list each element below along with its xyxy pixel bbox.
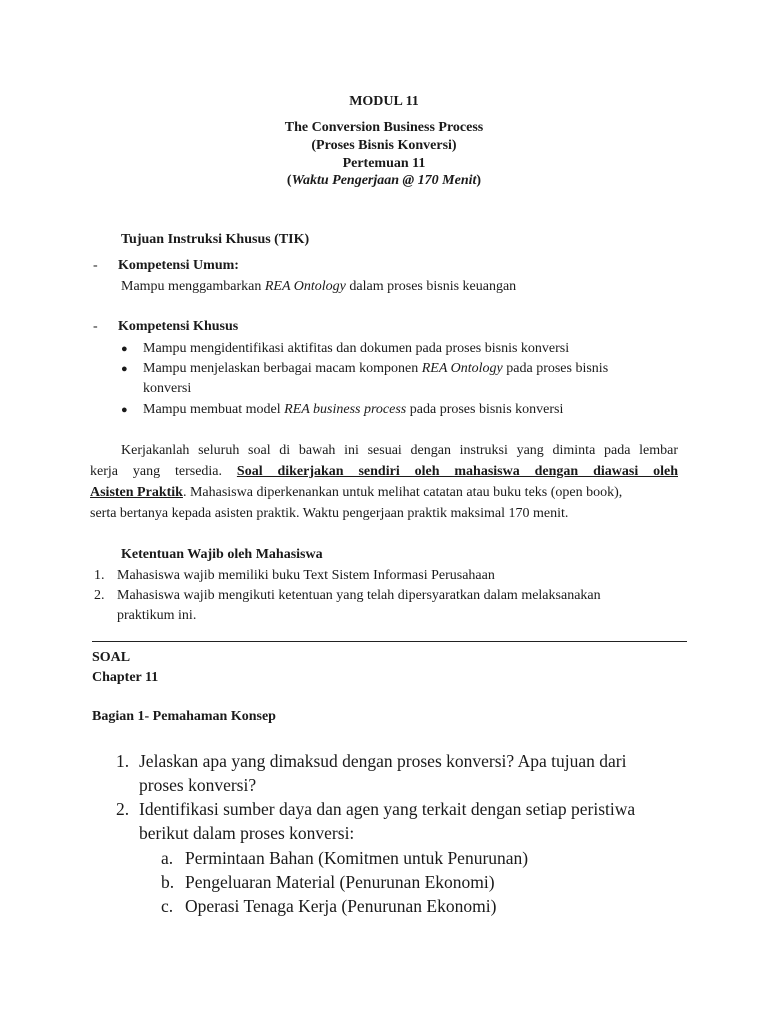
sub-question-letter: b. — [161, 872, 175, 892]
bullet-icon: ● — [121, 363, 128, 375]
rule-number: 1. — [94, 568, 105, 583]
specific-competency-item: Mampu menjelaskan berbagai macam komponen REA Ontology pada proses bisnis — [143, 361, 609, 376]
bullet-icon: ● — [121, 343, 128, 355]
question-text: Identifikasi sumber daya dan agen yang terkait dengan setiap peristiwa — [139, 799, 636, 819]
document-title: The Conversion Business Process — [284, 120, 484, 135]
meeting-number: Pertemuan 11 — [342, 156, 426, 171]
question-text-continued: berikut dalam proses konversi: — [139, 823, 355, 843]
bullet-icon: ● — [121, 404, 128, 416]
question-number: 1. — [116, 751, 130, 771]
specific-competency-item: Mampu mengidentifikasi aktifitas dan dokumen pada proses bisnis konversi — [143, 341, 570, 356]
general-competency-text: Mampu menggambarkan REA Ontology dalam proses bisnis keuangan — [121, 279, 517, 294]
instruction-line: kerja yang tersedia. Soal dikerjakan sendiri oleh mahasiswa dengan diawasi oleh — [90, 464, 678, 479]
document-subtitle: (Proses Bisnis Konversi) — [311, 138, 457, 153]
sub-question-letter: c. — [161, 896, 174, 916]
instruction-line: serta bertanya kepada asisten praktik. Waktu pengerjaan praktik maksimal 170 menit. — [90, 506, 569, 521]
general-competency-label: Kompetensi Umum: — [118, 258, 239, 273]
specific-competency-label: Kompetensi Khusus — [118, 319, 239, 334]
specific-competency-item-continued: konversi — [143, 381, 192, 396]
specific-competency-item: Mampu membuat model REA business process pada proses bisnis konversi — [143, 402, 564, 417]
question-text: Jelaskan apa yang dimaksud dengan proses konversi? Apa tujuan dari — [139, 751, 627, 771]
tik-heading: Tujuan Instruksi Khusus (TIK) — [121, 232, 310, 247]
soal-label: SOAL — [92, 650, 131, 665]
work-duration: (Waktu Pengerjaan @ 170 Menit) — [286, 173, 482, 188]
instruction-line: Asisten Praktik. Mahasiswa diperkenankan untuk melihat catatan atau buku teks (open book), — [90, 485, 623, 500]
rule-text: Mahasiswa wajib mengikuti ketentuan yang telah dipersyaratkan dalam melaksanakan — [117, 588, 601, 603]
sub-question-letter: a. — [161, 848, 174, 868]
instruction-line: Kerjakanlah seluruh soal di bawah ini sesuai dengan instruksi yang diminta pada lembar — [121, 443, 678, 458]
question-text-continued: proses konversi? — [139, 775, 257, 795]
section-divider — [92, 641, 687, 642]
dash-marker: - — [93, 319, 98, 334]
question-number: 2. — [116, 799, 130, 819]
rules-heading: Ketentuan Wajib oleh Mahasiswa — [121, 547, 323, 562]
rule-number: 2. — [94, 588, 105, 603]
sub-question-text: Pengeluaran Material (Penurunan Ekonomi) — [185, 872, 495, 892]
sub-question-text: Operasi Tenaga Kerja (Penurunan Ekonomi) — [185, 896, 497, 916]
dash-marker: - — [93, 258, 98, 273]
rule-text: Mahasiswa wajib memiliki buku Text Sistem Informasi Perusahaan — [117, 568, 495, 583]
rule-text-continued: praktikum ini. — [117, 608, 197, 623]
sub-question-text: Permintaan Bahan (Komitmen untuk Penurunan) — [185, 848, 529, 868]
module-title: MODUL 11 — [349, 94, 419, 109]
section-heading: Bagian 1- Pemahaman Konsep — [92, 709, 276, 724]
chapter-label: Chapter 11 — [92, 670, 159, 685]
